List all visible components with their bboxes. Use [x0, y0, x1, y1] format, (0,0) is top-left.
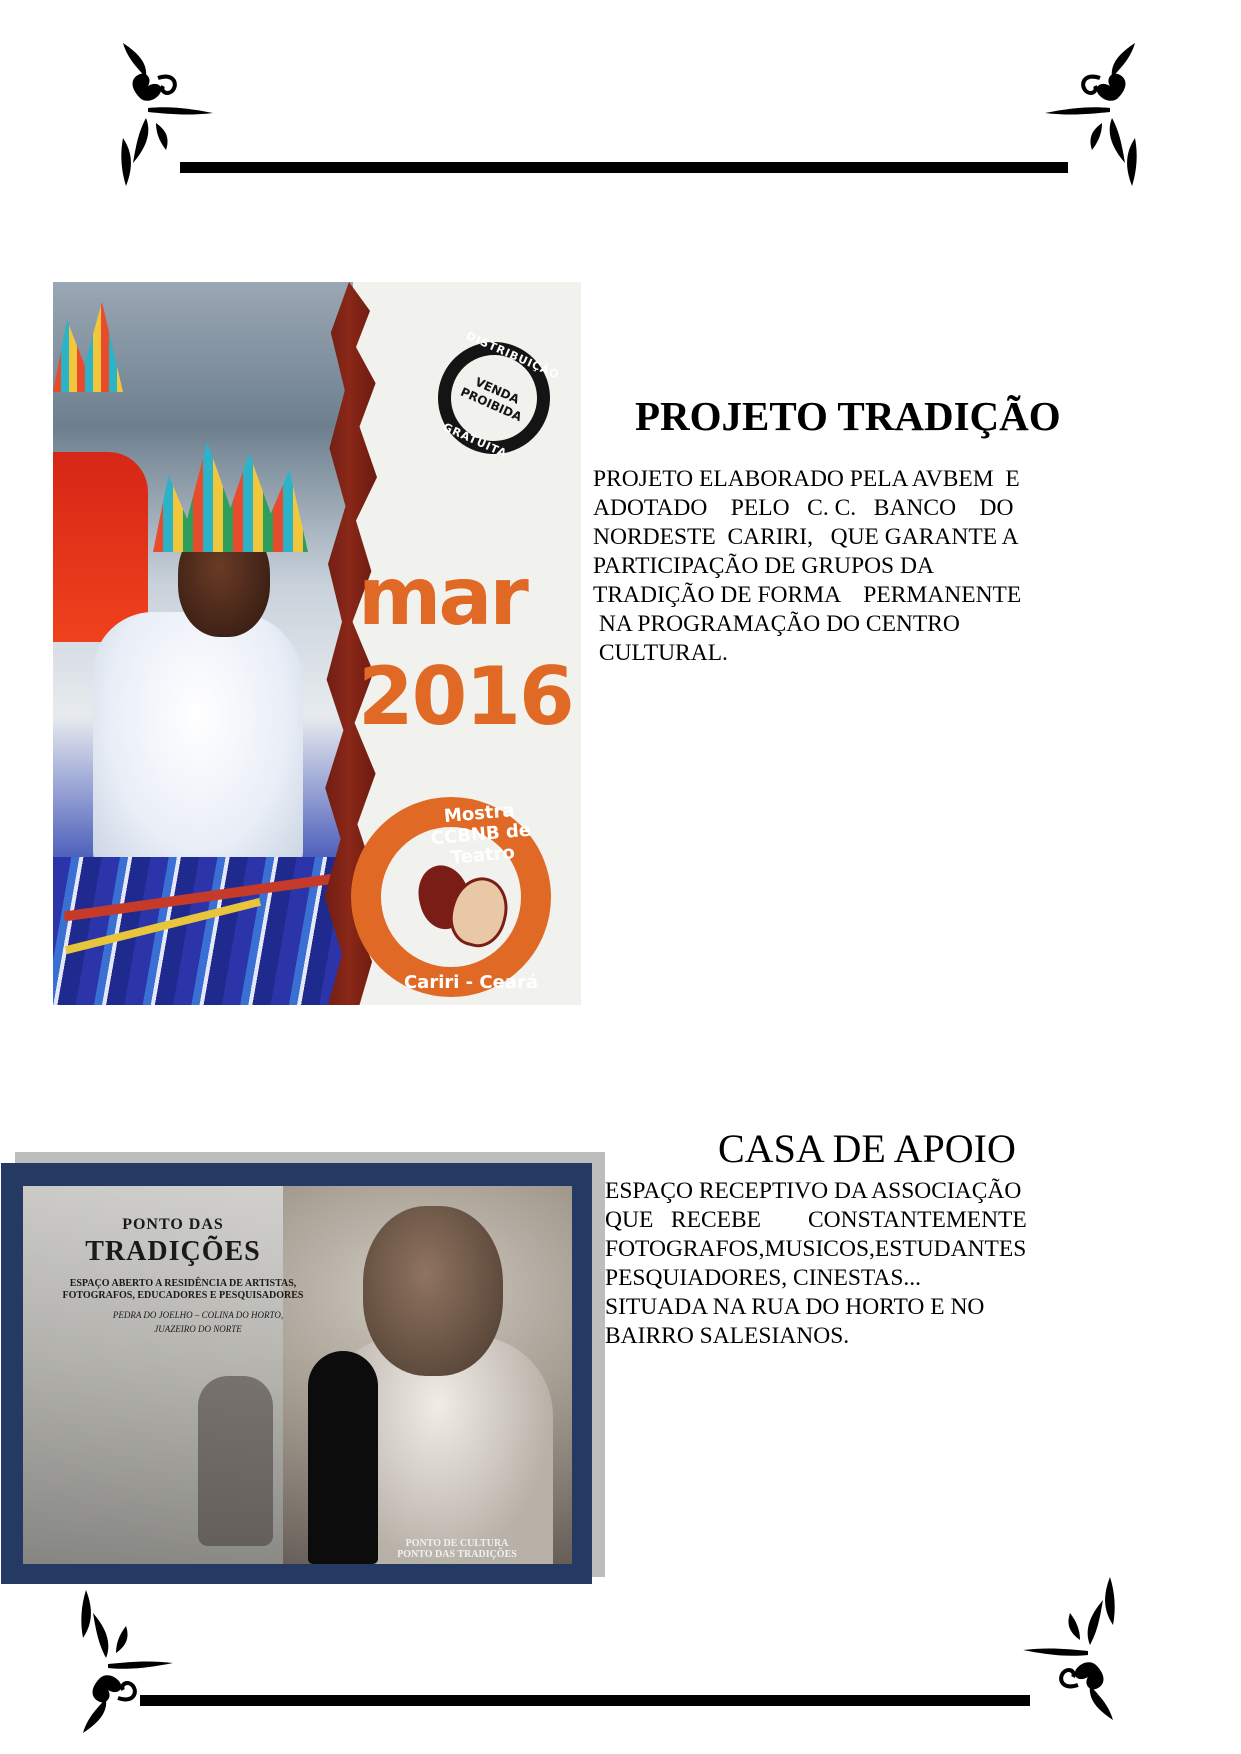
- top-divider: [180, 162, 1068, 173]
- stamp-bottom-text: GRATUITA: [440, 420, 510, 461]
- body-line: CULTURAL.: [593, 640, 728, 666]
- poster-place-line: PEDRA DO JOELHO – COLINA DO HORTO,: [112, 1310, 284, 1320]
- body-line: PARTICIPAÇÃO DE GRUPOS DA: [593, 553, 934, 579]
- poster-footer-line: PONTO DE CULTURA: [405, 1538, 509, 1549]
- seal-top-text: Mostra CCBNB de Teatro: [430, 800, 532, 869]
- poster-subtitle: ESPAÇO ABERTO A RESIDÊNCIA DE ARTISTAS, FOTOGRAFOS, EDUCADORES E PESQUISADORES: [62, 1278, 304, 1301]
- body-line: QUE RECEBE CONSTANTEMENTE: [605, 1207, 1027, 1233]
- seal-bottom-text: Cariri - Ceará: [403, 972, 539, 993]
- floral-corner-icon: [1018, 1575, 1118, 1725]
- floral-corner-icon: [78, 1588, 178, 1738]
- poster-title-big: TRADIÇÕES: [85, 1236, 261, 1267]
- body-line: FOTOGRAFOS,MUSICOS,ESTUDANTES: [605, 1236, 1027, 1262]
- child-silhouette: [308, 1351, 378, 1564]
- body-line: ESPAÇO RECEPTIVO DA ASSOCIAÇÃO: [605, 1178, 1022, 1204]
- body-line: PESQUIADORES, CINESTAS...: [605, 1265, 922, 1291]
- poster-place: [83, 1308, 313, 1336]
- poster-month: mar: [358, 550, 526, 643]
- body-line: BAIRRO SALESIANOS.: [605, 1323, 850, 1349]
- stamp-top-text: DISTRIBUIÇÃO: [464, 329, 562, 382]
- stamp-middle-text: VENDA PROIBIDA: [458, 374, 524, 425]
- section-title-projeto-tradicao: PROJETO TRADIÇÃO: [635, 393, 1061, 439]
- poster-title-small: PONTO DAS: [122, 1216, 224, 1233]
- festival-dancer-photo: [53, 282, 353, 1005]
- body-line: NA PROGRAMAÇÃO DO CENTRO: [593, 611, 960, 637]
- body-line: ADOTADO PELO C. C. BANCO DO: [593, 495, 1014, 521]
- poster-footer: [382, 1538, 532, 1560]
- section-body-projeto-tradicao: [593, 465, 1058, 668]
- section-title-casa-de-apoio: CASA DE APOIO: [718, 1126, 1016, 1171]
- poster-photo: [23, 1186, 572, 1564]
- poster-footer-line: PONTO DAS TRADIÇÕES: [397, 1549, 517, 1560]
- bottom-divider: [140, 1695, 1030, 1706]
- poster-place-line: JUAZEIRO DO NORTE: [154, 1324, 242, 1334]
- body-line: PROJETO ELABORADO PELA AVBEM E: [593, 466, 1020, 492]
- poster-year: 2016: [358, 650, 573, 743]
- body-line: TRADIÇÃO DE FORMA PERMANENTE: [593, 582, 1022, 608]
- body-line: SITUADA NA RUA DO HORTO E NO: [605, 1294, 985, 1320]
- mostra-seal: [351, 797, 551, 997]
- mostra-teatro-poster: [53, 282, 581, 1005]
- body-line: NORDESTE CARIRI, QUE GARANTE A: [593, 524, 1019, 550]
- free-distribution-stamp: [420, 324, 568, 472]
- section-body-casa-de-apoio: [605, 1177, 1060, 1351]
- ponto-das-tradicoes-poster: [1, 1163, 592, 1584]
